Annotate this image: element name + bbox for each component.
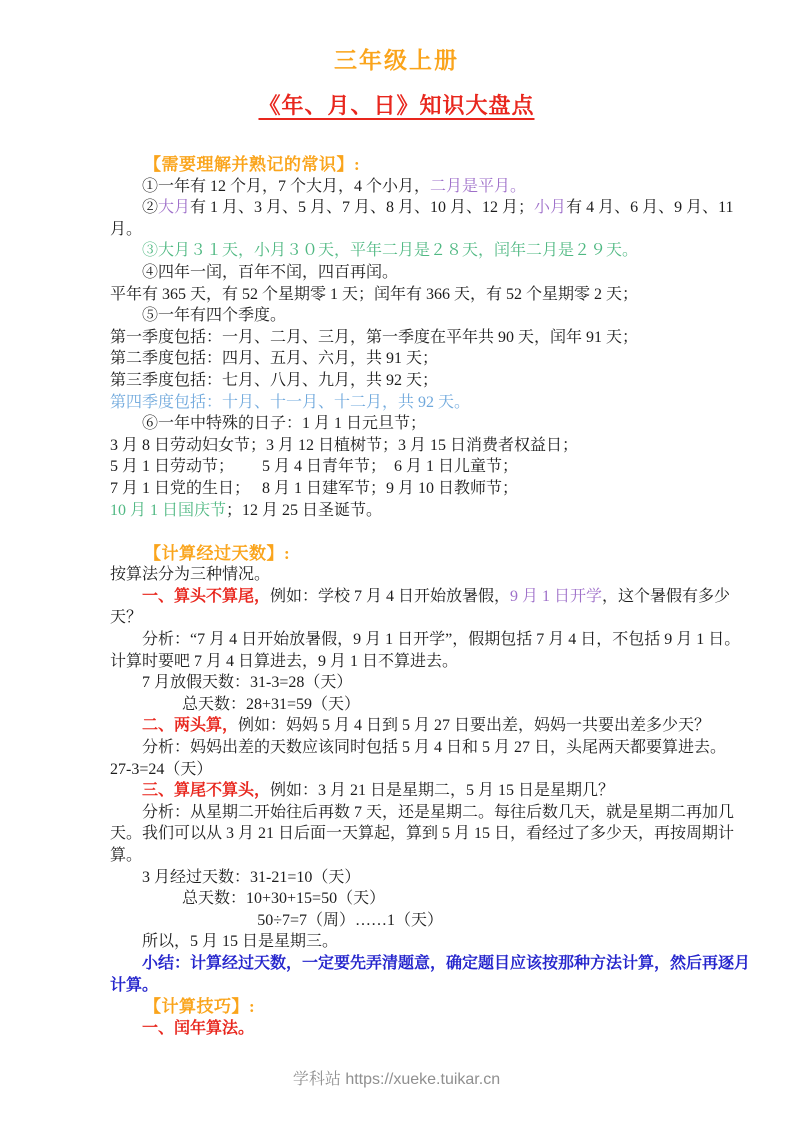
page-footer: 学科站 https://xueke.tuikar.cn <box>292 1071 501 1088</box>
text-segment: 总天数：10+30+15=50（天） <box>182 890 386 908</box>
text-line <box>110 715 751 737</box>
text-segment: 例如：妈妈 5 月 4 日到 5 月 27 日要出差，妈妈一共要出差多少天？ <box>238 717 711 735</box>
text-segment: 50÷7=7（周）……1（天） <box>257 911 443 929</box>
text-line <box>110 802 751 867</box>
text-segment: 一、闰年算法。 <box>142 1019 255 1037</box>
text-line <box>110 759 751 781</box>
text-segment: 3 月 8 日劳动妇女节；3 月 12 日植树节；3 月 15 日消费者权益日； <box>110 436 579 454</box>
text-line <box>110 931 751 953</box>
text-line <box>110 370 751 392</box>
text-line <box>110 478 751 500</box>
text-line <box>110 240 751 262</box>
text-line <box>110 780 751 802</box>
section-header-days-elapsed <box>110 543 751 565</box>
text-segment: 小月 <box>534 199 567 217</box>
blank-line <box>110 521 751 543</box>
text-line <box>110 305 751 327</box>
text-line <box>110 629 751 672</box>
text-segment: 【计算经过天数】: <box>144 543 291 563</box>
text-segment: 按算法分为三种情况。 <box>110 566 271 584</box>
text-line <box>110 867 751 889</box>
text-segment: ⑤一年有四个季度。 <box>142 307 287 325</box>
text-segment: 27-3=24（天） <box>110 760 213 778</box>
text-segment: 大月 <box>158 199 191 217</box>
text-line <box>110 953 751 996</box>
text-segment: 分析：妈妈出差的天数应该同时包括 5 月 4 日和 5 月 27 日，头尾两天都要算进去。 <box>142 739 727 757</box>
doc-subtitle: 《年、月、日》知识大盘点 <box>258 93 535 118</box>
text-segment: ② <box>142 199 159 217</box>
text-segment: 平年有 365 天，有 52 个星期零 1 天；闰年有 366 天，有 52 个星期零 2 天； <box>110 285 639 303</box>
text-line <box>110 737 751 759</box>
text-segment: 有 4 月、6 月、9 月、11 月。 <box>110 199 734 238</box>
text-line <box>110 672 751 694</box>
text-line <box>110 413 751 435</box>
text-segment: 5 月 1 日劳动节； 5 月 4 日青年节； 6 月 1 日儿童节； <box>110 458 519 476</box>
text-segment: 9 月 1 日开学 <box>510 587 603 605</box>
doc-title: 三年级上册 <box>334 47 459 73</box>
text-segment: 总天数：28+31=59（天） <box>182 695 361 713</box>
text-line <box>110 500 751 522</box>
text-segment: 7 月放假天数：31-3=28（天） <box>142 674 353 692</box>
text-line <box>110 197 751 240</box>
document-body <box>0 154 793 1039</box>
text-line <box>110 284 751 306</box>
text-segment: 二、两头算， <box>142 717 239 735</box>
text-segment: ③大月３１天，小月３０天，平年二月是２８天，闰年二月是２９天。 <box>142 242 639 260</box>
text-line <box>110 176 751 198</box>
text-segment: 分析：从星期二开始往后再数 7 天，还是星期二。每往后数几天，就是星期二再加几天。我们可以从 3 月 21 日后面一天算起，算到 5 月 15 日，看经过了多少天，再按周期计算。 <box>110 803 735 864</box>
text-segment: 第一季度包括：一月、二月、三月，第一季度在平年共 90 天，闰年 91 天； <box>110 328 639 346</box>
text-segment: ⑥一年中特殊的日子：1 月 1 日元旦节； <box>142 415 427 433</box>
text-segment: 小结：计算经过天数，一定要先弄清题意，确定题目应该按那种方法计算，然后再逐月计算。 <box>110 954 751 994</box>
text-line <box>110 348 751 370</box>
text-segment: 7 月 1 日党的生日； 8 月 1 日建军节；9 月 10 日教师节； <box>110 479 519 497</box>
text-segment: 二月是平月。 <box>430 177 527 195</box>
text-segment: ，这个暑假有多少天？ <box>110 587 731 627</box>
text-line <box>110 910 751 932</box>
text-segment: 分析：“7 月 4 日开始放暑假，9 月 1 日开学”，假期包括 7 月 4 日，不包括 9 月 1 日。计算时要吧 7 月 4 日算进去，9 月 1 日不算进去。 <box>110 631 741 670</box>
text-segment: 第四季度包括：十月、十一月、十二月，共 92 天。 <box>110 393 471 411</box>
text-segment: ④四年一闰，百年不闰，四百再闰。 <box>142 263 399 281</box>
text-segment: 【计算技巧】: <box>144 997 256 1017</box>
text-segment: ①一年有 12 个月，7 个大月，4 个小月， <box>142 177 431 195</box>
text-line <box>110 262 751 284</box>
text-segment: 第三季度包括：七月、八月、九月，共 92 天； <box>110 371 439 389</box>
text-segment: 有 1 月、3 月、5 月、7 月、8 月、10 月、12 月； <box>190 199 535 217</box>
text-segment: 3 月经过天数：31-21=10（天） <box>142 868 361 886</box>
text-line <box>110 327 751 349</box>
text-segment: ；12 月 25 日圣诞节。 <box>226 501 383 519</box>
text-segment: 10 月 1 日国庆节 <box>110 501 227 519</box>
text-line <box>110 456 751 478</box>
text-segment: 例如：3 月 21 日是星期二，5 月 15 日是星期几？ <box>270 782 615 800</box>
section-header-common-knowledge <box>110 154 751 176</box>
text-segment: 一、算头不算尾， <box>142 587 271 605</box>
section-header-calc-tips <box>110 996 751 1018</box>
text-segment: 第二季度包括：四月、五月、六月，共 91 天； <box>110 350 439 368</box>
text-line <box>110 392 751 414</box>
text-line <box>110 888 751 910</box>
text-line <box>110 435 751 457</box>
text-line <box>110 586 751 629</box>
text-segment: 所以，5 月 15 日是星期三。 <box>142 933 339 951</box>
text-line <box>110 694 751 716</box>
text-segment: 例如：学校 7 月 4 日开始放暑假， <box>270 587 511 605</box>
text-line <box>110 1018 751 1040</box>
text-segment: 【需要理解并熟记的常识】: <box>144 155 361 174</box>
text-line <box>110 564 751 586</box>
text-segment: 三、算尾不算头， <box>142 782 271 800</box>
